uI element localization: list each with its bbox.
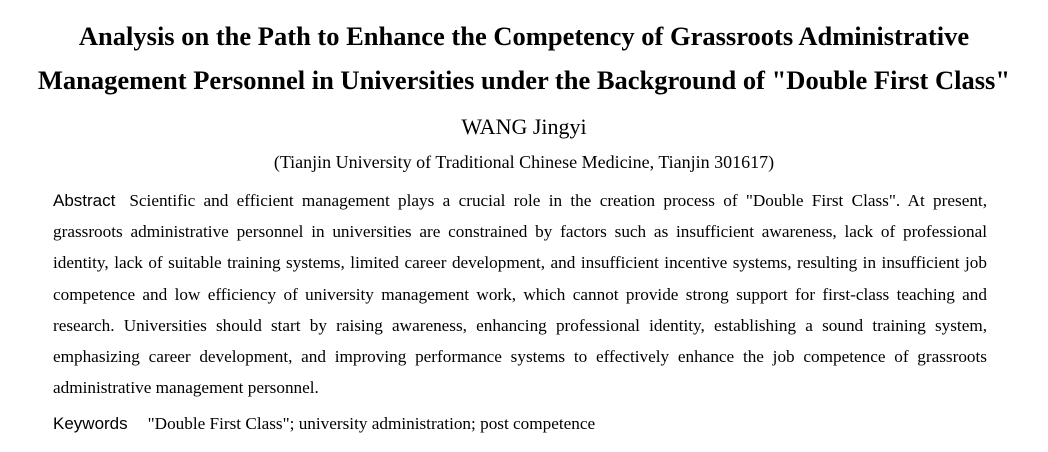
paper-title-line-1: Analysis on the Path to Enhance the Competency of Grassroots Administrative [78, 21, 970, 51]
abstract-text: Scientific and efficient management plays a crucial role in the creation process of "Double First Class". At present, grassroots administrative personnel in universities are constrained by factors such as insufficient awareness, lack of professional identity, lack of suitable training systems, limited career development, and insufficient incentive systems, resulting in insufficient job competence and low efficiency of university management work, which cannot provide strong support for first-class teaching and research. Universities should start by raising awareness, enhancing professional identity, establishing a sound training system, emphasizing career development, and improving performance systems to effectively enhance the job competence of grassroots administrative management personnel. [53, 191, 987, 398]
abstract-label: Abstract [53, 191, 116, 210]
paper-title-line-2: Management Personnel in Universities under the Background of "Double First Class" [37, 65, 1011, 95]
author-affiliation: (Tianjin University of Traditional Chinese Medicine, Tianjin 301617) [273, 152, 775, 172]
author-name: WANG Jingyi [461, 114, 587, 139]
abstract-section [53, 185, 987, 403]
keywords-label: Keywords [53, 414, 128, 433]
keywords-text: "Double First Class"; university administration; post competence [147, 414, 596, 433]
keywords-section [53, 410, 987, 438]
